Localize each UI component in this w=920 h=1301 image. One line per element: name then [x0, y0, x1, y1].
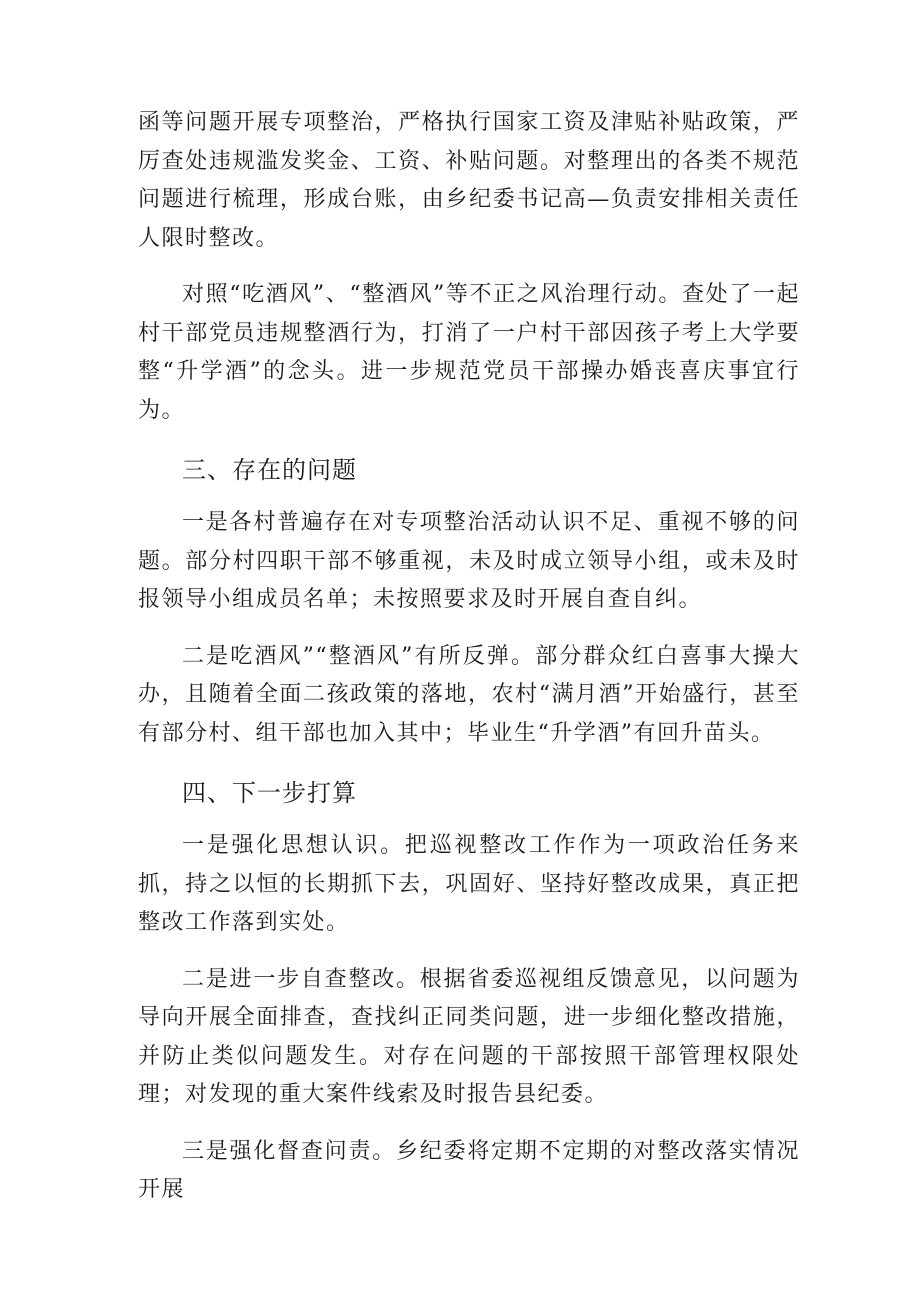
paragraph-continuation: 函等问题开展专项整治，严格执行国家工资及津贴补贴政策，严厉查处违规滥发奖金、工资、补贴问题。对整理出的各类不规范问题进行梳理，形成台账，由乡纪委书记高—负责安排相关责任人限时整改。: [138, 110, 800, 251]
section-heading-next-steps: 四、下一步打算: [182, 779, 357, 807]
paragraph-step-three: 三是强化督查问责。乡纪委将定期不定期的对整改落实情况开展: [138, 1138, 800, 1202]
section-heading-existing-problems: 三、存在的问题: [182, 456, 357, 484]
paragraph-drinking-rectification: 对照“吃酒风”、“整酒风”等不正之风治理行动。查处了一起村干部党员违规整酒行为，打消了一户村干部因孩子考上大学要整“升学酒”的念头。进一步规范党员干部操办婚丧喜庆事宜行为。: [138, 282, 800, 423]
paragraph-step-two: 二是进一步自查整改。根据省委巡视组反馈意见，以问题为导向开展全面排查，查找纠正同类问题，进一步细化整改措施，并防止类似问题发生。对存在问题的干部按照干部管理权限处理；对发现的重大案件线索及时报告县纪委。: [138, 966, 800, 1107]
paragraph-problem-one: 一是各村普遍存在对专项整治活动认识不足、重视不够的问题。部分村四职干部不够重视，未及时成立领导小组，或未及时报领导小组成员名单；未按照要求及时开展自查自纠。: [138, 510, 800, 612]
document-body: [138, 104, 800, 1210]
paragraph-step-one: 一是强化思想认识。把巡视整改工作作为一项政治任务来抓，持之以恒的长期抓下去，巩固好、坚持好整改成果，真正把整改工作落到实处。: [138, 833, 800, 935]
paragraph-problem-two: 二是吃酒风”“整酒风”有所反弹。部分群众红白喜事大操大办，且随着全面二孩政策的落地，农村“满月酒”开始盛行，甚至有部分村、组干部也加入其中；毕业生“升学酒”有回升苗头。: [138, 643, 800, 746]
